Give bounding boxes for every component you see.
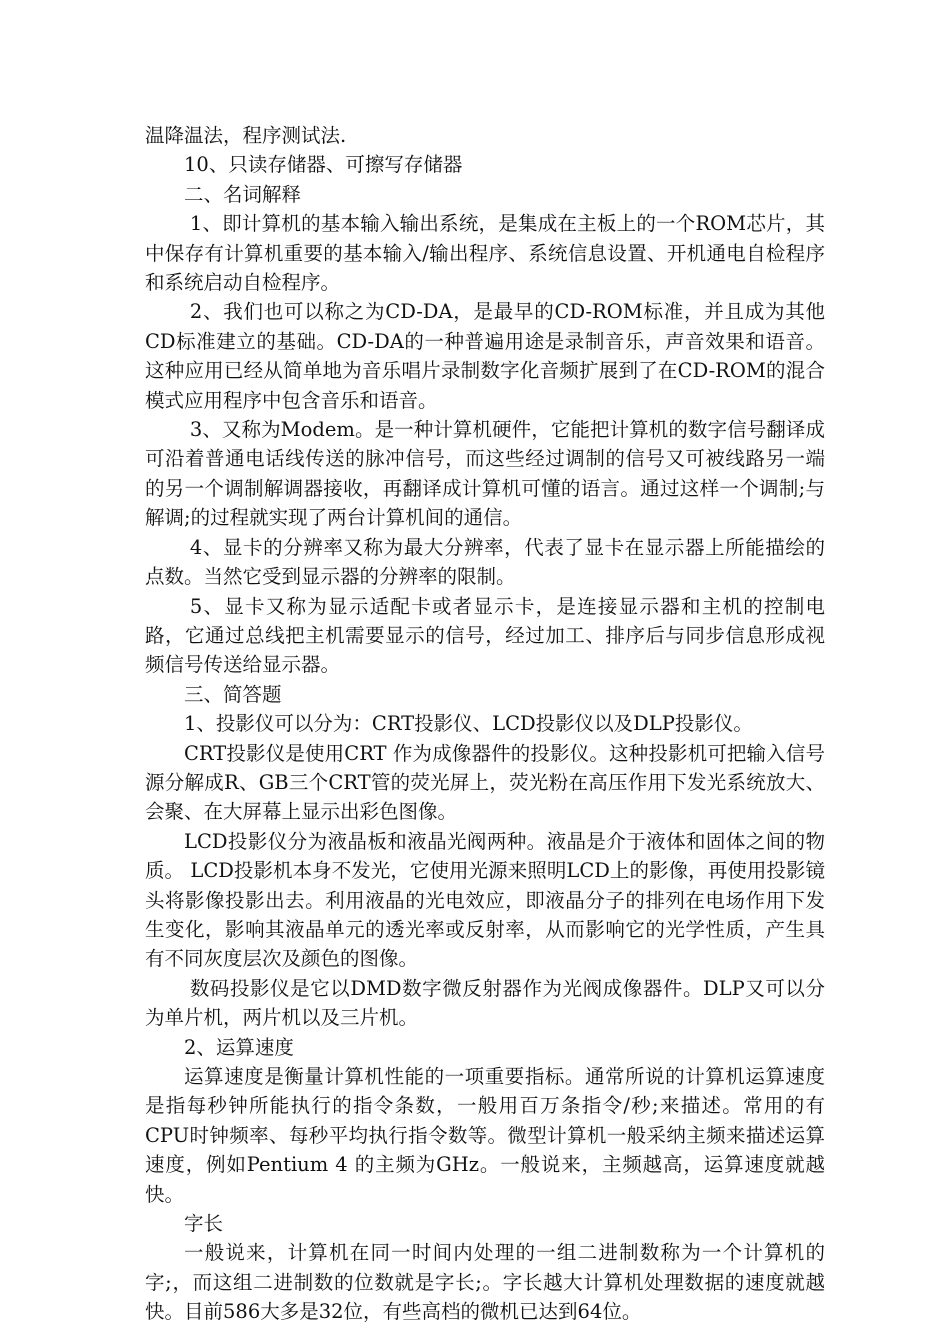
term-answer-5: 5、显卡又称为显示适配卡或者显示卡，是连接显示器和主机的控制电路，它通过总线把主机需要显示的信号，经过加工、排序后与同步信息形成视频信号传送给显示器。 — [145, 594, 825, 677]
short-answer-1-intro: 1、投影仪可以分为：CRT投影仪、LCD投影仪以及DLP投影仪。 — [184, 712, 753, 736]
short-answer-2-wordlength: 一般说来，计算机在同一时间内处理的一组二进制数称为一个计算机的字;，而这组二进制数的位数就是字长;。字长越大计算机处理数据的速度就越快。目前586大多是32位，有些高档的微机已达到64位。 — [145, 1241, 825, 1324]
term-answer-2: 2、我们也可以称之为CD-DA，是最早的CD-ROM标准，并且成为其他CD标准建立的基础。CD-DA的一种普遍用途是录制音乐，声音效果和语音。这种应用已经从简单地为音乐唱片录制数字化音频扩展到了在CD-ROM的混合模式应用程序中包含音乐和语音。 — [145, 300, 825, 412]
term-answer-4: 4、显卡的分辨率又称为最大分辨率，代表了显卡在显示器上所能描绘的点数。当然它受到显示器的分辨率的限制。 — [145, 535, 825, 589]
section-heading-term-explanation: 二、名词解释 — [184, 182, 302, 206]
short-answer-1-crt: CRT投影仪是使用CRT 作为成像器件的投影仪。这种投影机可把输入信号源分解成R、GB三个CRT管的荧光屏上，荧光粉在高压作用下发光系统放大、会聚、在大屏幕上显示出彩色图像。 — [145, 741, 825, 824]
short-answer-2-heading: 2、运算速度 — [184, 1035, 294, 1059]
short-answer-2-speed: 运算速度是衡量计算机性能的一项重要指标。通常所说的计算机运算速度是指每秒钟所能执行的指令条数，一般用百万条指令/秒;来描述。常用的有CPU时钟频率、每秒平均执行指令数等。微型计算机一般采纳主频来描述运算速度，例如Pentium 4 的主频为GHz。一般说来，主频越高，运算速度就越快。 — [145, 1065, 825, 1206]
short-answer-2-wordlength-heading: 字长 — [184, 1212, 224, 1236]
term-answer-3: 3、又称为Modem。是一种计算机硬件，它能把计算机的数字信号翻译成可沿着普通电话线传送的脉冲信号，而这些经过调制的信号又可被线路另一端的另一个调制解调器接收，再翻译成计算机可懂的语言。通过这样一个调制;与解调;的过程就实现了两台计算机间的通信。 — [145, 418, 825, 530]
short-answer-1-lcd: LCD投影仪分为液晶板和液晶光阀两种。液晶是介于液体和固体之间的物质。 LCD投影机本身不发光，它使用光源来照明LCD上的影像，再使用投影镜头将影像投影出去。利用液晶的光电效应，即液晶分子的排列在电场作用下发生变化，影响其液晶单元的透光率或反射率，从而影响它的光学性质，产生具有不同灰度层次及颜色的图像。 — [145, 829, 825, 971]
answer-item-10: 10、只读存储器、可擦写存储器 — [184, 153, 463, 177]
short-answer-1-dlp: 数码投影仪是它以DMD数字微反射器作为光阀成像器件。DLP又可以分为单片机，两片机以及三片机。 — [145, 976, 825, 1030]
term-answer-1: 1、即计算机的基本输入输出系统，是集成在主板上的一个ROM芯片，其中保存有计算机重要的基本输入/输出程序、系统信息设置、开机通电自检程序和系统启动自检程序。 — [145, 212, 825, 295]
document-body — [145, 121, 825, 1327]
paragraph-continuation: 温降温法，程序测试法. — [145, 124, 347, 147]
section-heading-short-answer: 三、简答题 — [184, 682, 282, 706]
